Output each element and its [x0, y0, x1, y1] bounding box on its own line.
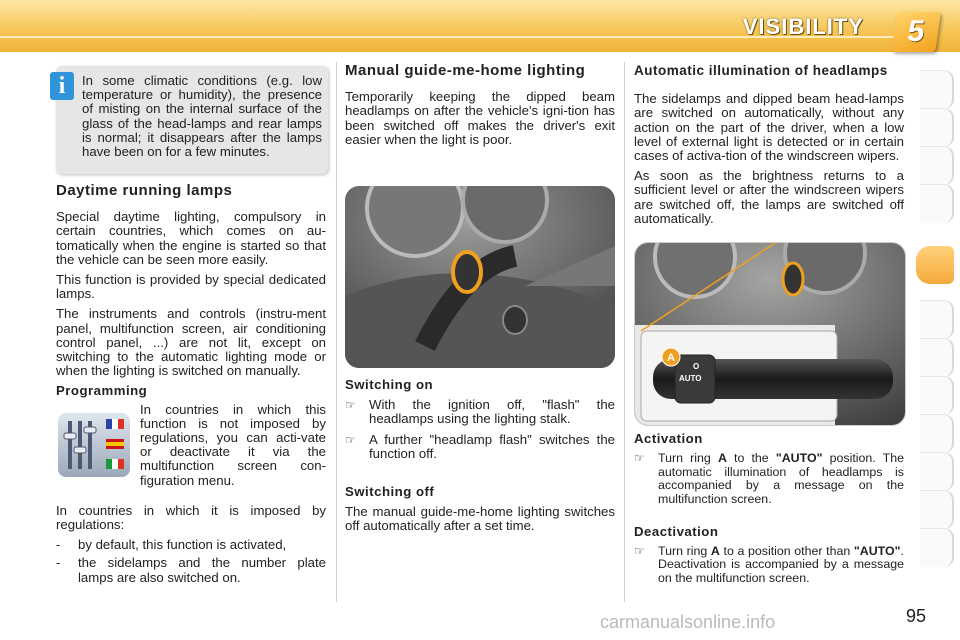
guide-me-home-heading: Manual guide-me-home lighting [345, 62, 586, 79]
deactivation-text: Turn ring A to a position other than "AUTO". Deactivation is accompanied by a message on the multifunction screen. [658, 543, 904, 585]
dash-glyph: - [56, 555, 61, 571]
list-item: - by default, this function is activated, [56, 537, 287, 553]
activation-heading: Activation [634, 431, 703, 446]
switching-off-text: The manual guide-me-home lighting switches off automatically after a set time. [345, 504, 615, 534]
guide-me-home-intro: Temporarily keeping the dipped beam headlamps on after the vehicle's igni-tion has been switched off makes the driver's exit easier when the light is poor. [345, 89, 615, 147]
ring-a-callout: A [667, 352, 675, 364]
imposed-text: In countries in which it is imposed by regulations: [56, 502, 326, 533]
column-divider [624, 62, 625, 602]
column-guide-me-home [345, 64, 615, 153]
automatic-paragraph: The sidelamps and dipped beam head-lamps are switched on automatically, without any action on the part of the driver, when a low level of external light is detected or in certain cases of activa-tion of the windscreen wipers. [634, 91, 904, 164]
config-menu-image [56, 411, 132, 479]
pointing-hand-icon: ☞ [634, 451, 645, 466]
chapter-number-badge: 5 [891, 12, 941, 52]
list-item [634, 452, 904, 506]
page-header [0, 0, 960, 52]
daytime-paragraph: The instruments and controls (instru-ment panel, multifunction screen, air conditioning control panel, ...) are not lit, except on switching to the automatic lighting mode or when the lighting is switched on manually. [56, 306, 326, 379]
chapter-tab[interactable] [920, 414, 954, 453]
activation-text: Turn ring A to the "AUTO" position. The automatic illumination of headlamps is accompanied by a message on the multifunction screen. [658, 451, 904, 506]
stalk-photo-guide-me-home [345, 186, 615, 368]
chapter-tab[interactable] [920, 184, 954, 223]
pointing-hand-icon: ☞ [345, 432, 356, 447]
daytime-heading: Daytime running lamps [56, 182, 233, 199]
daytime-paragraph: Special daytime lighting, compulsory in certain countries, which comes on au-tomatically when the engine is started so that the vehicle can be seen more easily. [56, 209, 326, 267]
chapter-tab[interactable] [920, 490, 954, 529]
page-number: 95 [905, 606, 926, 626]
section-title: VISIBILITY [742, 14, 864, 39]
list-item: - the sidelamps and the number plate lamps are also switched on. [56, 555, 326, 585]
pointing-hand-icon: ☞ [634, 543, 645, 558]
column-guide-me-home-lower [345, 378, 615, 540]
column-daytime [56, 184, 326, 585]
pointing-hand-icon: ☞ [345, 398, 356, 413]
chapter-tab[interactable] [920, 108, 954, 147]
switching-on-heading: Switching on [345, 377, 434, 392]
column-divider [336, 62, 337, 602]
automatic-heading: Automatic illumination of headlamps [634, 63, 888, 78]
auto-label: AUTO [679, 374, 702, 383]
programming-text: In countries in which this function is not imposed by regulations, you can acti-vate or deactivate it via the multifunction screen con-figuration menu. [140, 401, 326, 488]
list-item: ☞ A further "headlamp flash" switches the function off. [345, 431, 615, 461]
column-automatic-lower [634, 432, 904, 586]
chapter-tab[interactable] [920, 452, 954, 491]
automatic-paragraph: As soon as the brightness returns to a sufficient level or after the windscreen wipers are switched off, the lamps are switched off automatically. [634, 168, 904, 226]
dash-glyph: - [56, 537, 61, 553]
chapter-tab[interactable] [920, 300, 954, 339]
watermark: carmanualsonline.info [600, 612, 776, 632]
chapter-tabs [922, 70, 954, 580]
daytime-paragraph: This function is provided by special dedicated lamps. [56, 272, 326, 302]
chapter-tab[interactable] [920, 146, 954, 185]
list-item: ☞ With the ignition off, "flash" the headlamps using the lighting stalk. [345, 397, 615, 427]
chapter-tab[interactable] [920, 376, 954, 415]
chapter-tab[interactable] [920, 70, 954, 109]
chapter-tab-active[interactable] [916, 246, 954, 284]
deactivation-heading: Deactivation [634, 523, 719, 539]
info-text: In some climatic conditions (e.g. low temperature or humidity), the presence of misting on the internal surface of the glass of the head-lamps and rear lamps is normal; it disappears after the lamps have been on for a few minutes. [82, 73, 322, 160]
off-label: O [693, 362, 700, 371]
stalk-photo-automatic [634, 242, 906, 426]
chapter-tab[interactable] [920, 528, 954, 567]
chapter-tab[interactable] [920, 338, 954, 377]
column-automatic [634, 64, 904, 232]
info-icon: i [50, 72, 74, 100]
switching-off-heading: Switching off [345, 484, 435, 500]
programming-heading: Programming [56, 383, 148, 399]
list-item [634, 545, 904, 586]
